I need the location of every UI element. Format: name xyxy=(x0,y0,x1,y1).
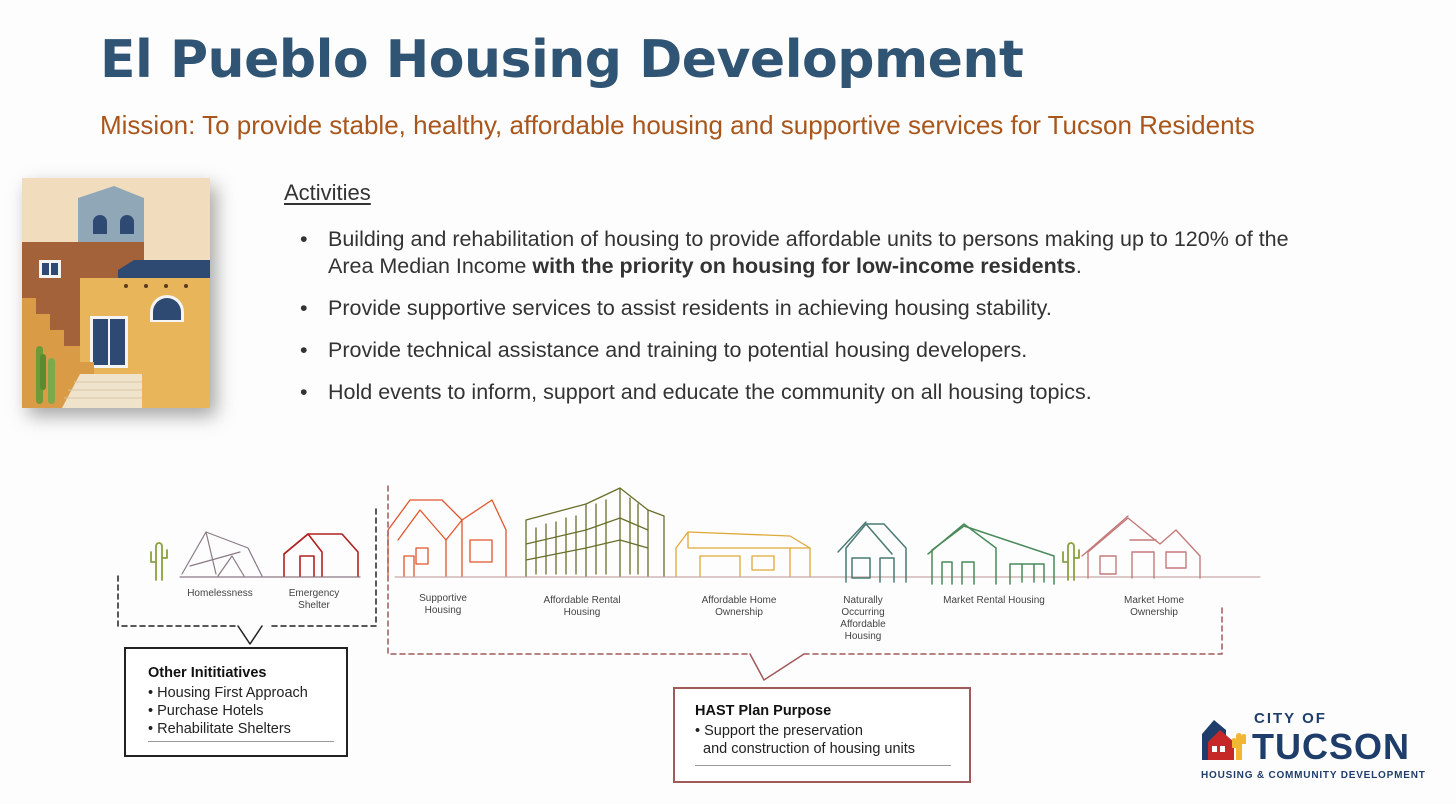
market-rental-icon xyxy=(928,524,1054,584)
saguaro-icon xyxy=(151,543,167,580)
hast-plan-title: HAST Plan Purpose xyxy=(695,703,832,719)
logo-city-of: CITY OF xyxy=(1254,710,1327,727)
label-noah: Naturally Occurring Affordable Housing xyxy=(840,595,886,642)
label-homelessness: Homelessness xyxy=(187,588,253,599)
list-item: • Housing First Approach xyxy=(148,685,308,701)
market-home-icon xyxy=(1082,516,1200,578)
label-affordable-home: Affordable Home Ownership xyxy=(701,595,777,618)
list-item: • Purchase Hotels xyxy=(148,703,264,719)
list-item: • Provide technical assistance and training to potential housing developers. xyxy=(300,337,1330,364)
label-affordable-rental: Affordable Rental Housing xyxy=(543,595,621,618)
list-item: • Provide supportive services to assist residents in achieving housing stability. xyxy=(300,295,1330,322)
activities-heading: Activities xyxy=(284,180,371,205)
tent-icon xyxy=(182,532,262,576)
list-item: • Hold events to inform, support and educate the community on all housing topics. xyxy=(300,379,1330,406)
label-supportive-housing: Supportive Housing xyxy=(419,593,467,616)
slide-title: El Pueblo Housing Development xyxy=(100,30,1024,90)
label-market-home: Market Home Ownership xyxy=(1123,595,1184,618)
noah-house-icon xyxy=(838,522,906,582)
affordable-home-icon xyxy=(676,532,810,576)
supportive-housing-icon xyxy=(388,500,506,576)
apartment-building-icon xyxy=(526,488,664,576)
right-bracket xyxy=(388,486,1222,680)
list-item: • Support the preservation xyxy=(695,723,863,739)
other-initiatives-title: Other Inititiatives xyxy=(148,665,267,681)
label-market-rental: Market Rental Housing xyxy=(943,595,1045,606)
list-item: • Building and rehabilitation of housing to provide affordable units to persons making up to 120% of the Area Median Income with the priority on housing for low-income residents. xyxy=(300,226,1330,280)
hast-plan-box xyxy=(673,687,971,783)
shelter-icon xyxy=(284,534,358,576)
logo-subtitle: HOUSING & COMMUNITY DEVELOPMENT xyxy=(1201,770,1426,781)
logo-tucson: TUCSON xyxy=(1252,726,1410,767)
label-emergency-shelter: Emergency Shelter xyxy=(288,588,340,611)
other-initiatives-box xyxy=(124,647,348,757)
priority-emphasis: with the priority on housing for low-income residents xyxy=(532,254,1076,278)
list-item: • Rehabilitate Shelters xyxy=(148,721,291,737)
list-item: and construction of housing units xyxy=(695,741,916,757)
mission-statement: Mission: To provide stable, healthy, affordable housing and supportive services for Tucson Residents xyxy=(100,110,1255,140)
